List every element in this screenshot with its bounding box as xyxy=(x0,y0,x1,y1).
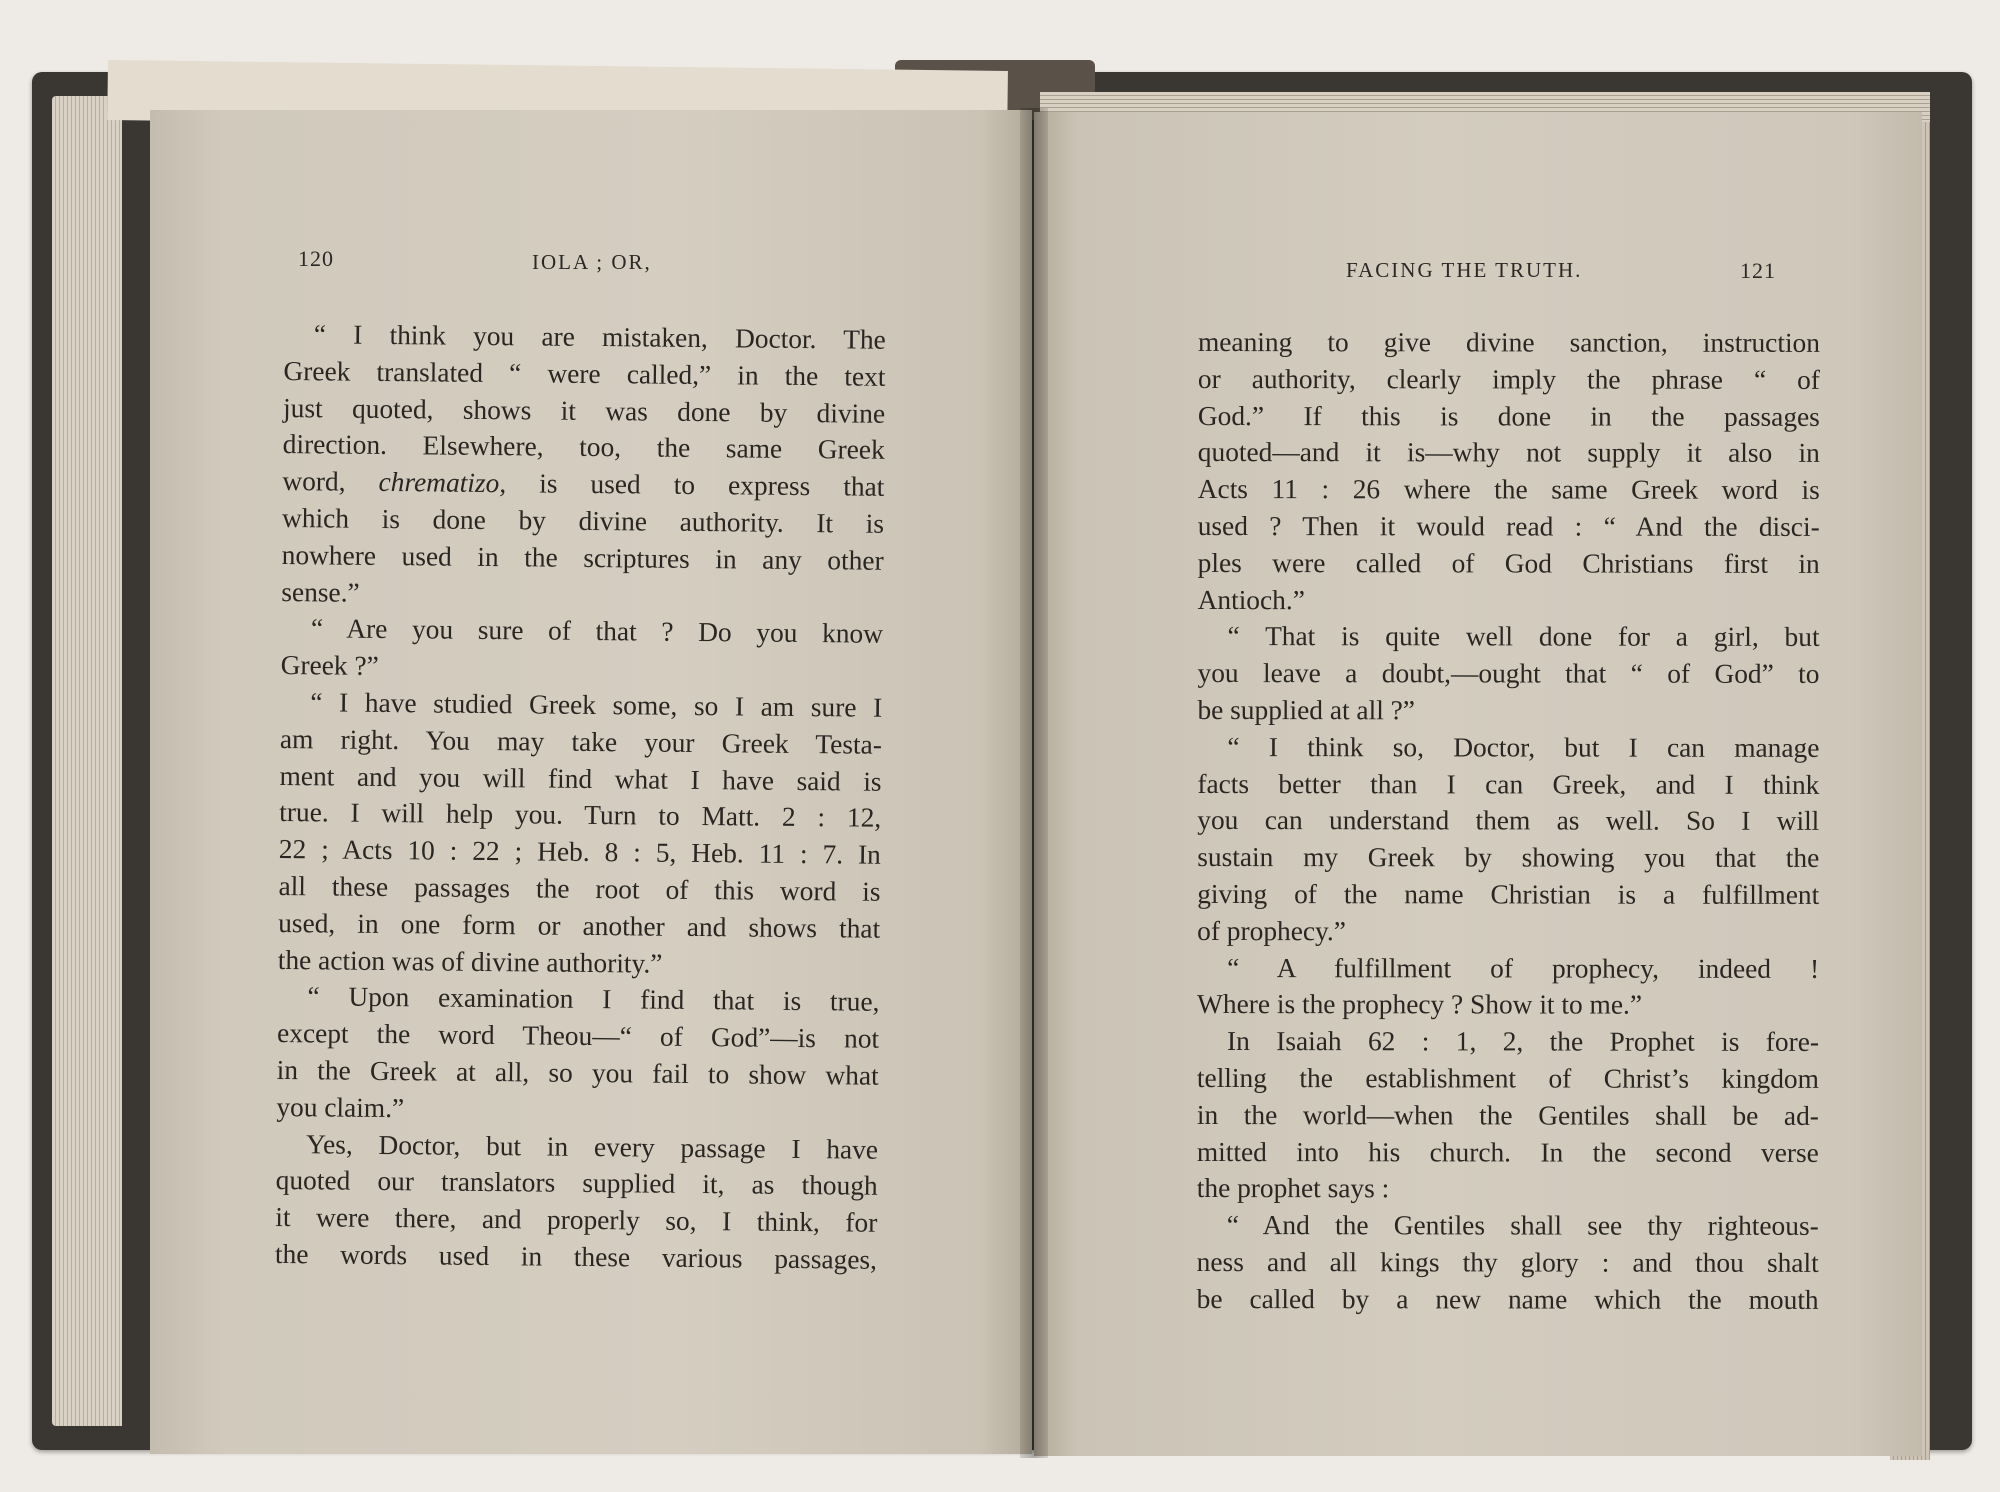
running-head-left: IOLA ; OR, xyxy=(532,250,652,274)
text-line: quoted our translators supplied it, as though xyxy=(275,1165,878,1202)
text-line: the action was of divine authority.” xyxy=(277,944,663,979)
text-line: true. I will help you. Turn to Matt. 2 : 12, xyxy=(279,797,882,834)
text-line: Greek translated “ were called,” in the text xyxy=(283,355,886,392)
text-line: the prophet says : xyxy=(1196,1173,1390,1204)
text-line: 22 ; Acts 10 : 22 ; Heb. 8 : 5, Heb. 11 : 7. In xyxy=(278,834,881,870)
running-head-right: FACING THE TRUTH. xyxy=(1346,258,1583,282)
text-line: meaning to give divine sanction, instruction xyxy=(1197,327,1820,358)
right-page xyxy=(1034,112,1922,1456)
text-line: it were there, and properly so, I think, for xyxy=(275,1202,878,1238)
text-line: just quoted, shows it was done by divine xyxy=(282,392,886,429)
left-page-edges xyxy=(52,96,122,1426)
text-line: except the word Theou—“ of God”—is not xyxy=(276,1018,880,1054)
text-line: you claim.” xyxy=(276,1091,405,1123)
text-line: Acts 11 : 26 where the same Greek word is xyxy=(1197,474,1820,506)
text-line: ness and all kings thy glory : and thou shalt xyxy=(1196,1246,1819,1278)
right-page-text xyxy=(1197,324,1820,1318)
text-line: Antioch.” xyxy=(1197,584,1305,615)
text-line: Where is the prophecy ? Show it to me.” xyxy=(1197,989,1643,1020)
text-line: Greek ?” xyxy=(280,650,379,682)
text-line: or authority, clearly imply the phrase “ of xyxy=(1197,363,1820,395)
text-line: you can understand them as well. So I will xyxy=(1197,805,1820,837)
text-line: “ A fulfillment of prophecy, indeed ! xyxy=(1227,952,1820,984)
text-line: word, chrematizo, is used to express that xyxy=(282,466,885,502)
text-line: “ And the Gentiles shall see thy righteous- xyxy=(1226,1210,1819,1241)
text-line: facts better than I can Greek, and I think xyxy=(1197,768,1820,800)
page-number-left: 120 xyxy=(298,246,334,271)
text-line: used, in one form or another and shows that xyxy=(278,907,881,944)
text-line: “ Are you sure of that ? Do you know xyxy=(310,613,884,650)
text-line: you leave a doubt,—ought that “ of God” to xyxy=(1197,658,1820,690)
text-line: “ Upon examination I find that is true, xyxy=(307,981,880,1018)
text-line: “ That is quite well done for a girl, but xyxy=(1227,621,1820,653)
text-line: in the Greek at all, so you fail to show what xyxy=(276,1054,879,1091)
text-line: am right. You may take your Greek Testa- xyxy=(279,723,883,760)
text-line: “ I think so, Doctor, but I can manage xyxy=(1227,731,1820,763)
text-line: direction. Elsewhere, too, the same Greek xyxy=(282,429,885,466)
left-page-text xyxy=(275,316,886,1278)
text-line: be supplied at all ?” xyxy=(1197,694,1416,726)
text-line: used ? Then it would read : “ And the disci- xyxy=(1197,510,1820,542)
text-line: nowhere used in the scriptures in any other xyxy=(281,539,884,576)
text-line: which is done by divine authority. It is xyxy=(281,502,885,539)
left-page xyxy=(150,110,1032,1454)
text-line: in the world—when the Gentiles shall be ad- xyxy=(1196,1099,1819,1131)
text-line: ment and you will find what I have said is xyxy=(279,760,882,797)
text-line: the words used in these various passages, xyxy=(274,1238,878,1275)
text-line: be called by a new name which the mouth xyxy=(1196,1283,1819,1315)
book-gutter xyxy=(1020,108,1048,1458)
text-line: Yes, Doctor, but in every passage I have xyxy=(305,1128,879,1165)
text-line: God.” If this is done in the passages xyxy=(1197,400,1820,432)
text-line: telling the establishment of Christ’s kingdom xyxy=(1196,1062,1819,1094)
text-line: of prophecy.” xyxy=(1197,915,1346,946)
text-line: quoted—and it is—why not supply it also in xyxy=(1197,437,1820,469)
text-line: all these passages the root of this word is xyxy=(278,870,881,907)
text-line: giving of the name Christian is a fulfillment xyxy=(1197,878,1820,910)
text-line: sense.” xyxy=(281,576,360,608)
text-line: sustain my Greek by showing you that the xyxy=(1197,842,1820,874)
text-line: “ I think you are mistaken, Doctor. The xyxy=(313,319,886,355)
text-line: “ I have studied Greek some, so I am sure I xyxy=(310,687,883,723)
text-line: ples were called of God Christians first in xyxy=(1197,547,1820,579)
text-line: mitted into his church. In the second verse xyxy=(1196,1136,1819,1168)
page-number-right: 121 xyxy=(1740,258,1776,283)
text-line: In Isaiah 62 : 1, 2, the Prophet is fore- xyxy=(1226,1026,1820,1058)
